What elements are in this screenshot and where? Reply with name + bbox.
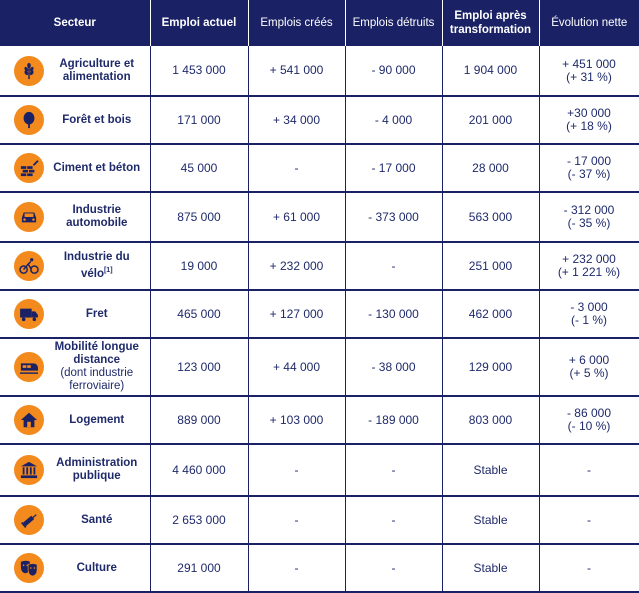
sector-label [44, 251, 150, 281]
destroyed-cell: - [345, 444, 442, 496]
net-percent: (- 35 %) [567, 216, 611, 230]
sector-label [44, 457, 150, 483]
sector-cell [0, 444, 150, 496]
sector-name: Ciment et béton [53, 161, 141, 174]
net-cell [539, 96, 639, 144]
syringe-icon [14, 505, 44, 535]
table-row [0, 242, 639, 290]
header-after: Emploi après transformation [442, 0, 539, 46]
destroyed-cell: - 38 000 [345, 338, 442, 396]
current-cell: 465 000 [150, 290, 248, 338]
sector-cell [0, 242, 150, 290]
net-cell [539, 396, 639, 444]
table-row [0, 192, 639, 242]
sector-cell [0, 396, 150, 444]
bricks-trowel-icon [14, 153, 44, 183]
after-cell: Stable [442, 444, 539, 496]
footnote-ref: [1] [103, 267, 113, 275]
created-cell: + 232 000 [248, 242, 345, 290]
net-value: - 312 000 [563, 203, 615, 217]
table-row [0, 544, 639, 592]
net-percent: (+ 5 %) [569, 366, 609, 380]
destroyed-cell: - 189 000 [345, 396, 442, 444]
header-created: Emplois créés [248, 0, 345, 46]
sector-name: Santé [81, 513, 113, 526]
net-percent: (- 10 %) [567, 419, 611, 433]
sector-label [44, 58, 150, 84]
table-row [0, 290, 639, 338]
header-destroyed: Emplois détruits [345, 0, 442, 46]
sector-name: Forêt et bois [62, 113, 132, 126]
current-cell: 4 460 000 [150, 444, 248, 496]
net-cell [539, 192, 639, 242]
truck-icon [14, 299, 44, 329]
net-cell [539, 496, 639, 544]
table-row [0, 46, 639, 96]
public-building-icon [14, 455, 44, 485]
net-cell [539, 144, 639, 192]
net-percent: (- 1 %) [571, 313, 607, 327]
cyclist-icon [14, 251, 44, 281]
sector-label [44, 204, 150, 230]
current-cell: 45 000 [150, 144, 248, 192]
table-row [0, 338, 639, 396]
header-current: Emploi actuel [150, 0, 248, 46]
net-value: - [587, 512, 591, 527]
after-cell: 563 000 [442, 192, 539, 242]
after-cell: 28 000 [442, 144, 539, 192]
net-value: - 86 000 [566, 406, 612, 420]
sector-name: Industrie du vélo [63, 251, 130, 280]
destroyed-cell: - [345, 496, 442, 544]
sector-label [44, 414, 150, 427]
sector-name: Administration publique [56, 457, 138, 482]
after-cell: 803 000 [442, 396, 539, 444]
created-cell: + 103 000 [248, 396, 345, 444]
sector-label [44, 114, 150, 127]
destroyed-cell: - 373 000 [345, 192, 442, 242]
tree-icon [14, 105, 44, 135]
table-row [0, 444, 639, 496]
car-icon [14, 202, 44, 232]
net-value: + 6 000 [568, 353, 610, 367]
net-value: - [587, 462, 591, 477]
sector-cell [0, 96, 150, 144]
created-cell: + 541 000 [248, 46, 345, 96]
created-cell: - [248, 444, 345, 496]
destroyed-cell: - 4 000 [345, 96, 442, 144]
created-cell: - [248, 144, 345, 192]
after-cell: Stable [442, 544, 539, 592]
sector-name: Fret [85, 307, 108, 320]
net-cell [539, 544, 639, 592]
after-cell: 1 904 000 [442, 46, 539, 96]
house-icon [14, 405, 44, 435]
destroyed-cell: - 90 000 [345, 46, 442, 96]
net-percent: (+ 1 221 %) [557, 265, 621, 279]
sector-label [44, 341, 150, 393]
created-cell: + 44 000 [248, 338, 345, 396]
destroyed-cell: - [345, 544, 442, 592]
created-cell: - [248, 496, 345, 544]
net-value: + 451 000 [562, 56, 616, 71]
current-cell: 171 000 [150, 96, 248, 144]
created-cell: - [248, 544, 345, 592]
net-cell [539, 290, 639, 338]
train-icon [14, 352, 44, 382]
destroyed-cell: - 17 000 [345, 144, 442, 192]
after-cell: 251 000 [442, 242, 539, 290]
destroyed-cell: - 130 000 [345, 290, 442, 338]
theater-masks-icon [14, 553, 44, 583]
sector-cell [0, 144, 150, 192]
sector-name: Mobilité longue distance [54, 341, 139, 366]
sector-cell [0, 290, 150, 338]
current-cell: 19 000 [150, 242, 248, 290]
sector-label [44, 514, 150, 527]
net-cell [539, 444, 639, 496]
after-cell: 201 000 [442, 96, 539, 144]
sector-subtitle: (dont industrie ferroviaire) [60, 367, 134, 392]
sector-name: Logement [69, 413, 125, 426]
net-percent: (- 37 %) [567, 167, 611, 181]
sector-cell [0, 544, 150, 592]
header-net: Évolution nette [539, 0, 639, 46]
table-row [0, 396, 639, 444]
sector-cell [0, 192, 150, 242]
net-percent: (+ 31 %) [566, 69, 612, 84]
sector-cell [0, 338, 150, 396]
sector-name: Agriculture et alimentation [59, 57, 135, 83]
created-cell: + 61 000 [248, 192, 345, 242]
destroyed-cell: - [345, 242, 442, 290]
created-cell: + 127 000 [248, 290, 345, 338]
net-value: - 3 000 [570, 300, 608, 314]
sector-label [44, 562, 150, 575]
sector-label [44, 308, 150, 321]
sector-cell [0, 496, 150, 544]
net-cell [539, 242, 639, 290]
table-row [0, 144, 639, 192]
after-cell: Stable [442, 496, 539, 544]
net-value: + 232 000 [562, 252, 616, 266]
sector-name: Industrie automobile [66, 204, 128, 229]
table-row [0, 496, 639, 544]
net-value: +30 000 [567, 106, 611, 120]
header-row [0, 0, 639, 46]
current-cell: 2 653 000 [150, 496, 248, 544]
net-value: - 17 000 [566, 154, 612, 168]
after-cell: 129 000 [442, 338, 539, 396]
net-cell [539, 338, 639, 396]
net-percent: (+ 18 %) [566, 119, 612, 133]
after-cell: 462 000 [442, 290, 539, 338]
sector-label [44, 162, 150, 175]
current-cell: 291 000 [150, 544, 248, 592]
current-cell: 1 453 000 [150, 46, 248, 96]
current-cell: 123 000 [150, 338, 248, 396]
net-cell [539, 46, 639, 96]
current-cell: 875 000 [150, 192, 248, 242]
sector-name: Culture [76, 561, 117, 574]
header-sector: Secteur [0, 0, 150, 46]
sector-cell [0, 46, 150, 96]
table-row [0, 96, 639, 144]
wheat-icon [14, 56, 44, 86]
current-cell: 889 000 [150, 396, 248, 444]
created-cell: + 34 000 [248, 96, 345, 144]
net-value: - [587, 560, 591, 575]
